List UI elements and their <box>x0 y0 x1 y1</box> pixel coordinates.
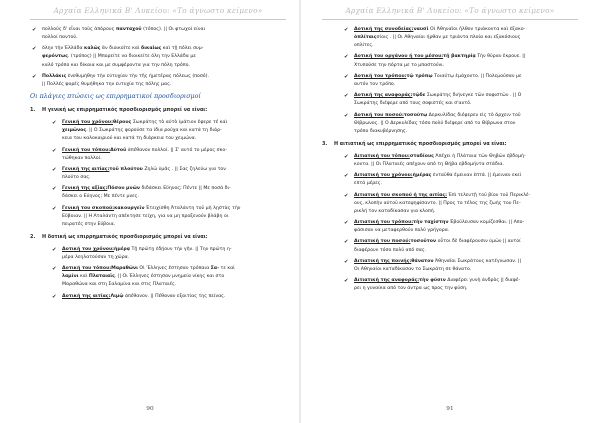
text: . || Ο <box>509 93 522 99</box>
highlight-term: τοσοῦτον <box>410 239 437 245</box>
text: ους, κλοπὴν αὐτοῦ κατεψηφίσαντο. || Προς το τέλος της ζωής του Πε- <box>354 200 521 206</box>
text: Σωκράτης διέφερε από τους σοφιστές και σ'αυτό. <box>354 101 472 107</box>
text-line <box>42 81 286 89</box>
text-line <box>62 193 286 201</box>
subsection-title: Η δοτική ως επιρρηματικός προσδιορισμός μπορεί να είναι: <box>42 233 208 240</box>
text-line <box>62 213 286 221</box>
header-rule <box>30 19 286 20</box>
check-icon: ✔ <box>344 153 349 160</box>
check-icon: ✔ <box>52 186 57 193</box>
highlight-term: Πόσου <box>107 186 125 192</box>
text: . || Ο Σωκράτης φορούσε τα ίδια ρούχα και κατά τη διάρ- <box>86 128 222 134</box>
text: ἑπτά. || έμειναν εκεί <box>473 173 522 179</box>
text-line <box>62 166 286 174</box>
text: Σωκράτης τὸ αὐτὸ ἱμάτιον ἔφερε <box>131 120 213 126</box>
check-icon: ✔ <box>344 258 349 265</box>
list-item <box>342 92 578 108</box>
header-rule <box>322 19 578 20</box>
text-line <box>62 155 286 163</box>
highlight-term: Πλαταιαῖς <box>88 274 115 280</box>
check-icon: ✔ <box>344 239 349 246</box>
list-item <box>50 246 286 262</box>
highlight-term: τῇ βακτηρίᾳ <box>443 54 476 60</box>
text: τὴν <box>232 205 241 211</box>
text: δάσκει ο Εύηνος; Με πέντε μνες. <box>62 194 139 200</box>
left-page-header: Αρχαία Ελληνικά Β' Λυκείου: «Το άγνωστο κείμενο» <box>53 6 263 15</box>
text-line <box>42 62 286 70</box>
right-page <box>300 0 600 423</box>
text: πειρατές στην Εύβοια. <box>62 221 116 227</box>
text: πλούτο σας. <box>62 174 91 180</box>
text-line <box>354 153 578 161</box>
text: ἐνεθυμήθην τὴν εὐτυχίαν τὴν τῆς ἡμετέρας πόλεως (ποσό). <box>66 73 209 79</box>
text: πολλοί παντού. <box>42 35 78 41</box>
text: ἔκρουε. || <box>502 54 526 60</box>
list-item <box>50 119 286 143</box>
check-icon: ✔ <box>32 46 37 53</box>
text: Οι Αθηναίοι καταδίκασαν το Σωκράτη σε θάνατο. <box>354 266 472 272</box>
list-item <box>30 73 286 89</box>
text-line <box>42 73 286 81</box>
text: πολλούς δ' εἶναι τοὺς ἀπόρους <box>42 27 116 32</box>
list-item <box>342 26 578 50</box>
text-line <box>354 200 578 208</box>
text: Ἀπέχει ἡ Πλάταια τῶν Θηβῶν <box>433 153 507 159</box>
subsection-number: 2. <box>30 233 36 240</box>
highlight-term: Αὐτοῦ <box>110 147 127 153</box>
highlight-term: σταδίους <box>409 153 434 159</box>
check-icon: ✔ <box>344 27 349 33</box>
text: οὗτοι δὲ <box>436 239 459 245</box>
text-line <box>354 73 578 81</box>
check-icon: ✔ <box>344 192 349 199</box>
text: || Πολλές φορές θυμήθηκα την ευτυχία της πόλης μας. <box>42 81 172 87</box>
label-term: Δοτική της αναφοράς: <box>354 93 413 99</box>
text-line <box>62 265 286 273</box>
text: καλό τρόπο και δίκαια και με συμφέροντα για την πόλη τρόπο. <box>42 62 190 68</box>
text: ἐμάχοντο. || Πολεμούσαν με <box>455 73 522 79</box>
label-term: Δοτική του χρόνου: <box>62 246 115 252</box>
text-line <box>354 120 578 128</box>
highlight-term: τῷ τρόπῳ <box>406 73 433 79</box>
text-line <box>354 112 578 120</box>
text: τε καὶ <box>219 266 235 272</box>
check-icon: ✔ <box>344 173 349 180</box>
text: Ἐβούλευσαν <box>448 220 481 226</box>
subsection-number: 1. <box>30 107 36 114</box>
check-icon: ✔ <box>52 147 57 154</box>
highlight-term: ἡμέρας <box>412 173 432 179</box>
text-line <box>42 53 286 61</box>
check-icon: ✔ <box>344 73 349 80</box>
subsection-2-list <box>30 246 286 301</box>
text-line <box>354 128 578 136</box>
subsection-title: Η αιτιατική ως επιρρηματικός προσδιορισμός μπορεί να είναι: <box>334 140 507 147</box>
label-term: Γενική της αιτίας: <box>62 166 110 172</box>
text: Τὴν θύραν <box>475 54 503 60</box>
text: ἂν διοικοῖτε καὶ <box>100 46 142 52</box>
highlight-term: πανταχοῦ <box>115 27 142 32</box>
list-item <box>30 45 286 69</box>
subsection-1-list <box>30 119 286 229</box>
text: Ἐπὶ τελευτῇ τοῦ βίου τοῦ Περικλέ- <box>447 192 531 198</box>
check-icon: ✔ <box>344 93 349 100</box>
text: ρει η γυναίκα από τον άντρα ως προς την φύση. <box>354 286 468 292</box>
text: μέρα λεηλατούσαν τη χώρα. <box>62 255 130 260</box>
text: (τόπος). || Οι φτωχοί είναι <box>141 27 206 32</box>
text-line <box>354 219 578 227</box>
text-line <box>354 192 578 200</box>
check-icon: ✔ <box>52 266 57 273</box>
label-term: Δοτική της συνοδείας: <box>354 27 414 32</box>
highlight-term: Μαραθῶνι <box>111 266 138 272</box>
text: Σωκράτης διήνεγκε τῶν σοφιστῶν <box>425 93 510 99</box>
text-line <box>62 205 286 213</box>
subsection-title: Η γενική ως επιρρηματικός προσδιορισμός μπορεί να είναι: <box>42 107 208 114</box>
label-term: Αιτιατική του χρόνου: <box>354 173 413 179</box>
text-line <box>354 34 578 42</box>
list-item <box>342 73 578 89</box>
text: οπλίτες. <box>354 43 374 49</box>
list-item <box>50 293 286 301</box>
text: . || Οι Αθηναίοι ήρθαν με τριάντα πλοία και εξακόσιους <box>389 35 521 41</box>
text-line <box>354 238 578 246</box>
text: καὶ τῇ πόλει συμ- <box>161 46 204 52</box>
text-line <box>62 119 286 127</box>
text-line <box>62 281 286 289</box>
text: Ἀθηναῖοι Σωκράτους <box>433 258 486 264</box>
highlight-term: Σα- <box>210 266 220 272</box>
text: Οἱ Ἀθηναῖοι ἦλθον <box>428 27 475 32</box>
label-term: Δοτική της αιτίας: <box>62 293 111 299</box>
text-line <box>354 258 578 266</box>
right-top-list <box>322 26 578 136</box>
text: σίοις <box>376 35 390 41</box>
text: Τῇ πρώτῃ <box>130 246 156 252</box>
list-item <box>50 166 286 182</box>
text-line <box>354 247 578 255</box>
subsection-1-heading <box>30 107 286 113</box>
text-line <box>354 161 578 169</box>
text: Ἐτειχίσθη Ἀταλάντη τοῦ μὴ λῃστὰς <box>144 205 232 211</box>
text: ἀπέθανον. || Πέθαναν εξαιτίας της πείνας. <box>124 293 226 299</box>
list-item <box>342 172 578 188</box>
text-line <box>354 172 578 180</box>
text-line <box>354 92 578 100</box>
highlight-term: θάνατον <box>411 258 434 264</box>
text: Μαραθώνα και στη Σαλαμίνα και στις Πλαταιές. <box>62 282 177 288</box>
text-line <box>354 62 578 70</box>
text: ὅλην τὴν Ἑλλάδα <box>42 46 85 52</box>
highlight-term: χειμῶνος <box>62 128 87 134</box>
text: || διαφέ- <box>500 278 521 284</box>
subsection-3-heading <box>322 141 578 147</box>
text: διαφέρουσιν ὑμῶν || αυτοί <box>458 239 521 245</box>
text: Χτυπούσε την πόρτα με το μπαστούνι. <box>354 62 445 68</box>
text: τριάκοντα καὶ ἑξακο- <box>474 27 526 32</box>
check-icon: ✔ <box>344 112 349 119</box>
text: αυτόν τον τρόπο. <box>354 81 396 87</box>
text-line <box>62 246 286 254</box>
text: τέ καὶ <box>212 120 228 126</box>
list-item <box>50 205 286 229</box>
label-term: Αιτιατική της αναφοράς: <box>354 278 420 284</box>
highlight-term: τοῦ πλούτου <box>109 166 143 172</box>
text-line <box>354 42 578 50</box>
label-term: Γενική του τόπου: <box>62 147 111 153</box>
text-line <box>62 221 286 229</box>
highlight-term: θέρους <box>112 120 132 126</box>
text: Δερκυλίδας <box>427 112 458 118</box>
text: Διαφέρει γυνὴ ἀνδρὸς <box>445 278 501 284</box>
text: Τοιαύτῳ <box>432 73 456 79</box>
check-icon: ✔ <box>52 120 57 127</box>
text: κομίζεσθαι. || Απο- <box>480 220 525 226</box>
text: επτά μέρες. <box>354 181 383 187</box>
highlight-term: ναυσὶ <box>413 27 429 32</box>
text: τώθηκαν πολλοί. <box>62 155 102 161</box>
check-icon: ✔ <box>32 27 37 33</box>
highlight-term: Λιμῷ <box>110 293 124 299</box>
text: ρικλή τον καταδίκασαν για κλοπή. <box>354 208 436 214</box>
page-number: 91 <box>446 406 454 412</box>
text-line <box>62 293 286 301</box>
text-line <box>62 273 286 281</box>
text-line <box>354 285 578 293</box>
highlight-term: ἡμέρᾳ <box>114 246 131 252</box>
subsection-3-list <box>322 153 578 294</box>
label-term: Αιτιατική του ποσού: <box>354 239 411 245</box>
highlight-term: ὁπλίταις <box>354 35 377 41</box>
text: Οἱ Ἕλληνες ἔστησαν τρόπαια <box>137 266 211 272</box>
text-line <box>62 135 286 143</box>
highlight-term: τῷδε <box>412 93 426 99</box>
label-term: Δοτική του οργάνου ή του μέσου: <box>354 54 444 60</box>
text: ἐδῄουν τὴν γῆν. || Την πρώτη η- <box>155 246 232 252</box>
check-icon: ✔ <box>344 278 349 285</box>
page-number: 90 <box>146 406 154 412</box>
label-term: Γενική του σκοπού: <box>62 205 115 211</box>
text-line <box>354 100 578 108</box>
label-term: Αιτιατική της ποινής: <box>354 258 412 264</box>
text-line <box>354 208 578 216</box>
highlight-term: τὴν ταχίστην <box>413 220 449 226</box>
check-icon: ✔ <box>344 220 349 227</box>
check-icon: ✔ <box>52 246 57 253</box>
check-icon: ✔ <box>52 205 57 212</box>
highlight-term: κακουργεῖν <box>114 205 145 211</box>
highlight-term: φερόντως <box>42 54 68 60</box>
subsection-2-heading <box>30 234 286 240</box>
text: . (τρόπος) || Μπορείτε να διοικείτε όλη την Ελλάδα με <box>67 54 196 60</box>
highlight-term: Πολλάκις <box>42 73 67 79</box>
text: διέφερεν εἰς τὸ ἄρχειν τοῦ <box>457 112 521 118</box>
list-item <box>342 192 578 216</box>
highlight-term: μνῶν <box>126 186 140 192</box>
list-item <box>342 219 578 235</box>
text: ἐνταῦθα ἔμειναν <box>431 173 474 179</box>
label-term: Αιτιατική του σκοπού ή της αιτίας: <box>354 192 447 198</box>
check-icon: ✔ <box>52 293 57 300</box>
text: διδάσκει Εὔηνος; Πέντε <box>139 186 199 192</box>
text: τρόπο διακυβέρνησης. <box>354 128 408 134</box>
list-item <box>50 147 286 163</box>
text: καὶ <box>78 274 89 280</box>
text: Θίβρωνος. || Ο Δερκυλίδας τόσο πολύ διέφερε από το Θίβρωνα στον <box>354 120 516 126</box>
text-line <box>62 127 286 135</box>
highlight-term: καλῶς <box>84 46 101 52</box>
text: διαφέρουν τόσο πολύ από σας. <box>354 247 427 253</box>
text-line <box>354 266 578 274</box>
check-icon: ✔ <box>32 73 37 80</box>
check-icon: ✔ <box>344 54 349 61</box>
label-term: Γενική του χρόνου: <box>62 120 113 126</box>
list-item <box>342 112 578 136</box>
text-line <box>354 180 578 188</box>
text-line <box>62 174 286 182</box>
highlight-term: τοσούτῳ <box>403 112 428 118</box>
text: φάσισαν να μεταφερθούν πολύ γρήγορα. <box>354 228 450 234</box>
text-line <box>354 227 578 235</box>
highlight-term: τὴν φύσιν <box>419 278 446 284</box>
text-line <box>62 185 286 193</box>
label-term: Δοτική του ποσού: <box>354 112 404 118</box>
left-top-list <box>30 26 286 89</box>
label-term: Δοτική του τρόπου: <box>354 73 407 79</box>
text-line <box>62 147 286 155</box>
text: Εὔβοιαν. || Η Αταλάντη απέκτησε τείχη, για να μη προξενούν βλάβη οι <box>62 213 229 219</box>
text: κεια του καλοκαιριού και κατά τη διάρκεια του χειμώνα. <box>62 136 197 142</box>
list-item <box>342 153 578 169</box>
text: . || Σας ζηλεύω για τον <box>171 166 226 172</box>
text: κατέγνωσαν. || <box>485 258 522 264</box>
right-page-header: Αρχαία Ελληνικά Β' Λυκείου: «Το άγνωστο κείμενο» <box>345 6 555 15</box>
list-item <box>30 26 286 42</box>
text: ἑβδομή- <box>506 153 526 159</box>
list-item <box>342 238 578 254</box>
text-line <box>354 81 578 89</box>
list-item <box>50 265 286 289</box>
text-line <box>42 45 286 53</box>
text-line <box>42 26 286 34</box>
highlight-term: δικαίως <box>141 46 162 52</box>
text-line <box>354 53 578 61</box>
text-line <box>354 26 578 34</box>
text-line <box>62 254 286 262</box>
label-term: Δοτική του τόπου: <box>62 266 112 272</box>
text: κοντα. || Οι Πλαταιές απέχουν από τη Θήβα εβδομήντα στάδια. <box>354 161 504 167</box>
highlight-term: λαμῖνι <box>62 274 79 280</box>
text: . || Οι Έλληνες έστησαν μνημεία νίκης και στο <box>114 274 225 280</box>
text: ἀπέθανον πολλοί. || Σ' αυτό το μέρος σκο- <box>127 147 227 153</box>
check-icon: ✔ <box>52 166 57 173</box>
subsection-number: 3. <box>322 140 328 147</box>
text: || Με ποσά δι- <box>198 186 231 192</box>
list-item <box>342 277 578 293</box>
list-item <box>50 185 286 201</box>
label-term: Αιτιατική του τόπου: <box>354 153 410 159</box>
text-line <box>354 277 578 285</box>
label-term: Αιτιατική του τρόπου: <box>354 220 414 226</box>
list-item <box>342 258 578 274</box>
list-item <box>342 53 578 69</box>
text: Ζηλῶ ὑμᾶς <box>142 166 172 172</box>
text-line <box>42 34 286 42</box>
label-term: Γενική της αξίας: <box>62 186 108 192</box>
section-title: Οι πλάγιες πτώσεις ως επιρρηματικοί προσδιορισμοί <box>30 93 201 101</box>
